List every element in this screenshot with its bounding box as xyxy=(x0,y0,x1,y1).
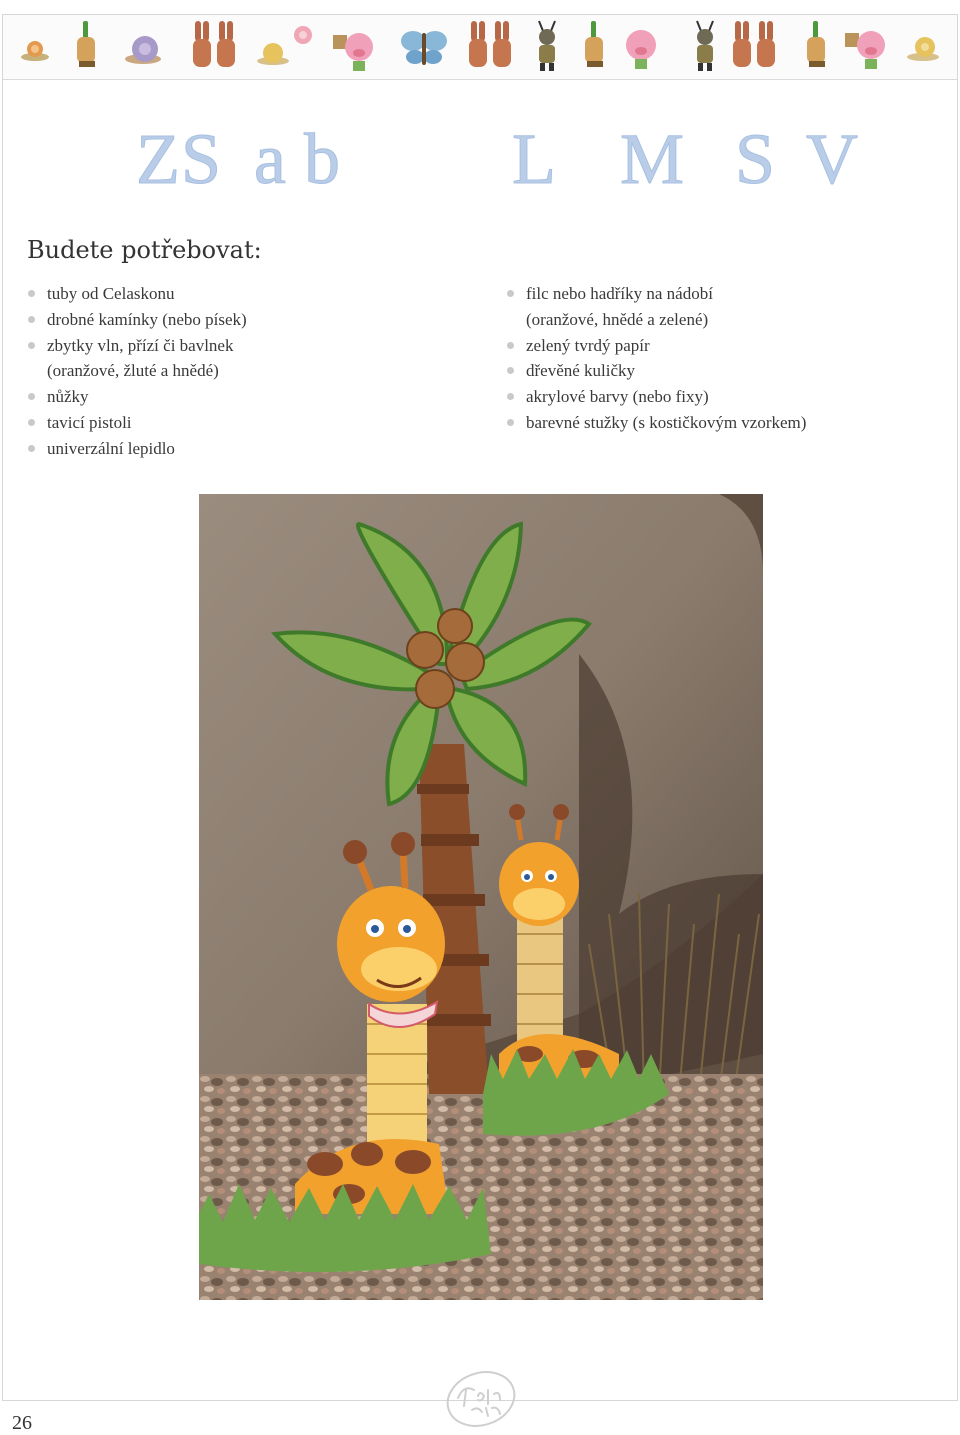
list-item: nůžky xyxy=(28,384,247,410)
beetle-icon xyxy=(697,21,713,71)
materials-heading: Budete potřebovat: xyxy=(27,236,262,264)
beetle-icon xyxy=(539,21,555,71)
materials-list-left xyxy=(28,281,247,462)
pig-icon xyxy=(626,30,656,69)
title-part: ZS xyxy=(136,119,223,199)
list-item: drobné kamínky (nebo písek) xyxy=(28,307,247,333)
list-item: zelený tvrdý papír xyxy=(507,333,806,359)
snail-icon xyxy=(125,36,161,64)
carrot-rabbit-icon xyxy=(77,21,95,67)
bullet-icon xyxy=(507,342,514,349)
list-item: dřevěné kuličky xyxy=(507,358,806,384)
list-item: tuby od Celaskonu xyxy=(28,281,247,307)
snail-icon xyxy=(21,41,49,61)
bullet-icon xyxy=(28,393,35,400)
page-title xyxy=(0,118,960,208)
title-part: b xyxy=(304,119,341,199)
list-item: filc nebo hadříky na nádobí xyxy=(507,281,806,307)
snail-icon xyxy=(907,37,939,61)
bullet-icon xyxy=(28,290,35,297)
list-item: akrylové barvy (nebo fixy) xyxy=(507,384,806,410)
title-part: a xyxy=(254,119,287,199)
list-item-continuation: (oranžové, hnědé a zelené) xyxy=(526,309,709,329)
two-rabbits-icon xyxy=(469,21,511,67)
craft-photo-illustration xyxy=(199,494,763,1300)
title-part: L xyxy=(512,119,557,199)
detska-dilna-logo-icon xyxy=(444,1370,518,1428)
list-item: univerzální lepidlo xyxy=(28,436,247,462)
list-item: zbytky vln, přízí či bavlnek xyxy=(28,333,247,359)
animal-strip-graphic xyxy=(3,15,957,79)
pig-icon xyxy=(333,33,373,71)
title-part: M xyxy=(620,119,686,199)
page-number: 26 xyxy=(12,1412,32,1434)
bullet-icon xyxy=(28,342,35,349)
list-item: barevné stužky (s kostičkovým vzorkem) xyxy=(507,410,806,436)
pig-icon xyxy=(845,31,885,69)
bullet-icon xyxy=(507,290,514,297)
two-rabbits-icon xyxy=(733,21,775,67)
title-part: V xyxy=(806,119,859,199)
page-frame-right xyxy=(957,14,958,1400)
butterfly-icon xyxy=(401,31,447,65)
list-item-continuation: (oranžové, žluté a hnědé) xyxy=(47,361,219,381)
list-item: tavicí pistoli xyxy=(28,410,247,436)
bullet-icon xyxy=(28,316,35,323)
snail-icon xyxy=(257,43,289,65)
title-part: S xyxy=(735,119,777,199)
bullet-icon xyxy=(28,419,35,426)
craft-photo xyxy=(199,494,763,1300)
materials-list-right xyxy=(507,281,806,436)
page-frame-left xyxy=(2,14,3,1400)
decorative-animal-strip xyxy=(3,15,957,80)
bullet-icon xyxy=(507,367,514,374)
carrot-rabbit-icon xyxy=(807,21,825,67)
carrot-rabbit-icon xyxy=(585,21,603,67)
two-rabbits-icon xyxy=(193,21,235,67)
snail-icon xyxy=(294,26,312,44)
bullet-icon xyxy=(507,393,514,400)
bullet-icon xyxy=(28,445,35,452)
bullet-icon xyxy=(507,419,514,426)
